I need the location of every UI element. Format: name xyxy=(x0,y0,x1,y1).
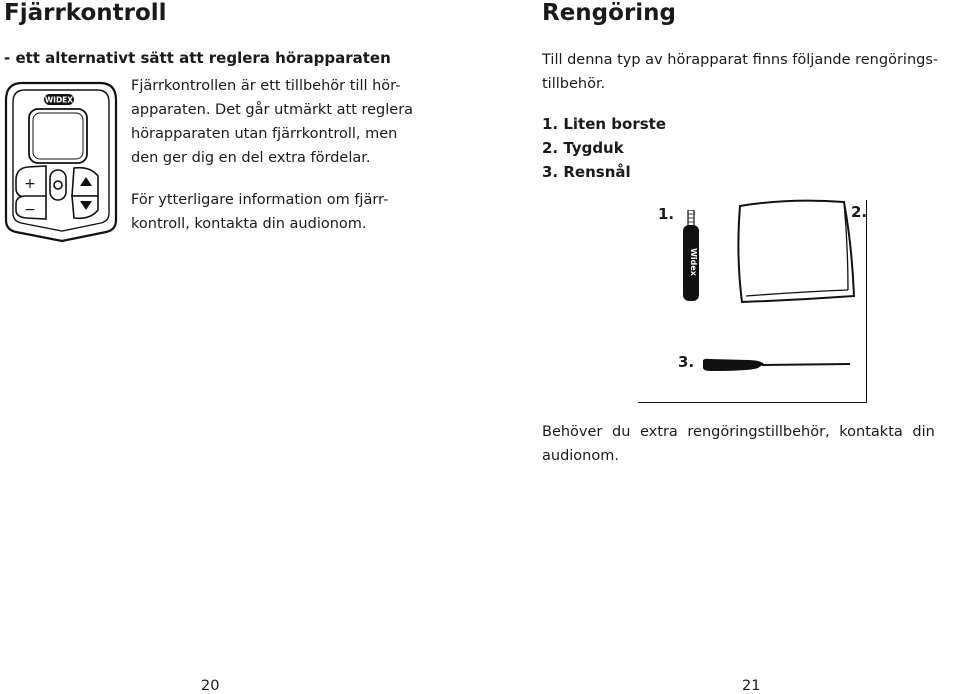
page-title-left: Fjärrkontroll xyxy=(4,0,167,26)
page-number-left: 20 xyxy=(201,678,220,694)
text-line: apparaten. Det går utmärkt att reglera xyxy=(131,102,414,118)
minus-symbol: − xyxy=(24,202,36,218)
needle-illustration xyxy=(700,356,852,376)
intro-paragraph-left xyxy=(131,74,413,170)
brush-brand: Widex xyxy=(689,248,698,276)
text-line: Till denna typ av hörapparat finns följande rengörings- xyxy=(542,52,939,68)
accessory-list xyxy=(542,112,666,184)
cloth-illustration xyxy=(728,196,860,308)
intro-paragraph-right xyxy=(542,48,938,96)
text-line: tillbehör. xyxy=(542,76,606,92)
list-item: 1. Liten borste xyxy=(542,115,667,133)
info-paragraph-left xyxy=(131,188,388,236)
page-number-right: 21 xyxy=(742,678,761,694)
brush-illustration xyxy=(678,210,704,302)
footer-paragraph-right xyxy=(542,420,935,468)
widex-logo xyxy=(44,94,74,105)
svg-text:WIDEX: WIDEX xyxy=(44,95,74,105)
text-line: den ger dig en del extra fördelar. xyxy=(131,150,371,166)
figure-label-1: 1. xyxy=(658,205,675,223)
figure-label-3: 3. xyxy=(678,353,695,371)
page-title-right: Rengöring xyxy=(542,0,677,26)
text-line: audionom. xyxy=(542,448,619,464)
list-item: 2. Tygduk xyxy=(542,139,624,157)
text-line: Behöver du extra rengöringstillbehör, kontakta din xyxy=(542,424,935,440)
text-line: kontroll, kontakta din audionom. xyxy=(131,216,367,232)
text-line: För ytterligare information om fjärr- xyxy=(131,192,389,208)
list-item: 3. Rensnål xyxy=(542,163,631,181)
text-line: hörapparaten utan fjärrkontroll, men xyxy=(131,126,398,142)
remote-control-illustration xyxy=(2,80,120,245)
figure-label-2: 2. xyxy=(851,203,868,221)
page-subtitle-left: - ett alternativt sätt att reglera hörapparaten xyxy=(4,49,391,67)
text-line: Fjärrkontrollen är ett tillbehör till hör- xyxy=(131,78,401,94)
program-button xyxy=(50,170,66,200)
plus-symbol: + xyxy=(24,176,36,192)
